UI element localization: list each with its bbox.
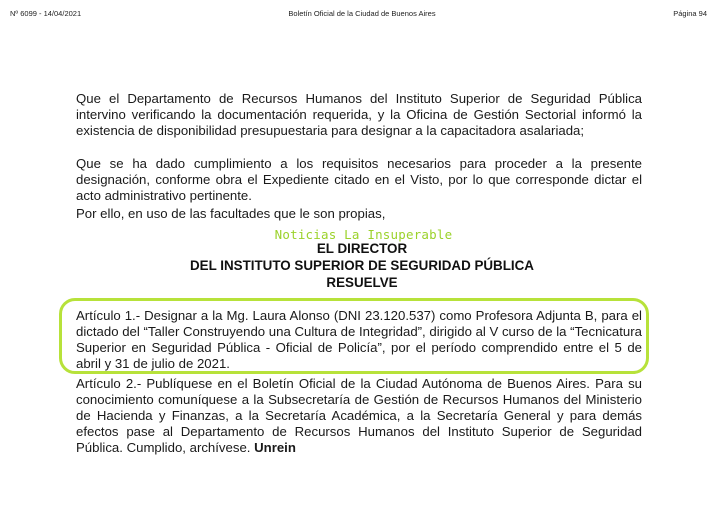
title-resuelve: RESUELVE xyxy=(326,275,398,290)
paragraph-facultades: Por ello, en uso de las facultades que le son propias, xyxy=(76,206,386,221)
title-institute: DEL INSTITUTO SUPERIOR DE SEGURIDAD PÚBLICA xyxy=(190,258,534,273)
watermark-text: Noticias La Insuperable xyxy=(274,227,453,242)
article-2 xyxy=(76,376,642,456)
article-1: Artículo 1.- Designar a la Mg. Laura Alonso (DNI 23.120.537) como Profesora Adjunta B, para el dictado del “Taller Construyendo una Cultura de Integridad”, dirigido al V curso de la “Tecnicatura Superior en Seguridad Pública - Oficial de Policía”, por el período comprendido entre el 5 de abril y 31 de julio de 2021. xyxy=(76,308,642,372)
title-director: EL DIRECTOR xyxy=(316,241,408,256)
paragraph-recursos-humanos: Que el Departamento de Recursos Humanos del Instituto Superior de Seguridad Pública intervino verificando la documentación requerida, y la Oficina de Gestión Sectorial informó la existencia de disponibilidad presupuestaria para designar a la capacitadora asalariada; xyxy=(76,91,642,139)
bulletin-title: Boletín Oficial de la Ciudad de Buenos Aires xyxy=(288,9,436,18)
bulletin-number-date: Nº 6099 - 14/04/2021 xyxy=(10,9,82,18)
paragraph-cumplimiento: Que se ha dado cumplimiento a los requisitos necesarios para proceder a la presente designación, conforme obra el Expediente citado en el Visto, por lo que corresponde dictar el acto administrativo pertinente. xyxy=(76,156,642,204)
page-number: Página 94 xyxy=(673,9,707,18)
signature: Unrein xyxy=(254,440,296,456)
article-2-text: Artículo 2.- Publíquese en el Boletín Oficial de la Ciudad Autónoma de Buenos Aires. Para su conocimiento comuníquese a la Subsecretaría de Gestión de Recursos Humanos del Ministerio de Hacienda y Finanzas, a la Secretaría Académica, a la Secretaría General y para demás efectos pase al Departamento de Recursos Humanos del Instituto Superior de Seguridad Pública. Cumplido, archívese. xyxy=(76,376,642,456)
